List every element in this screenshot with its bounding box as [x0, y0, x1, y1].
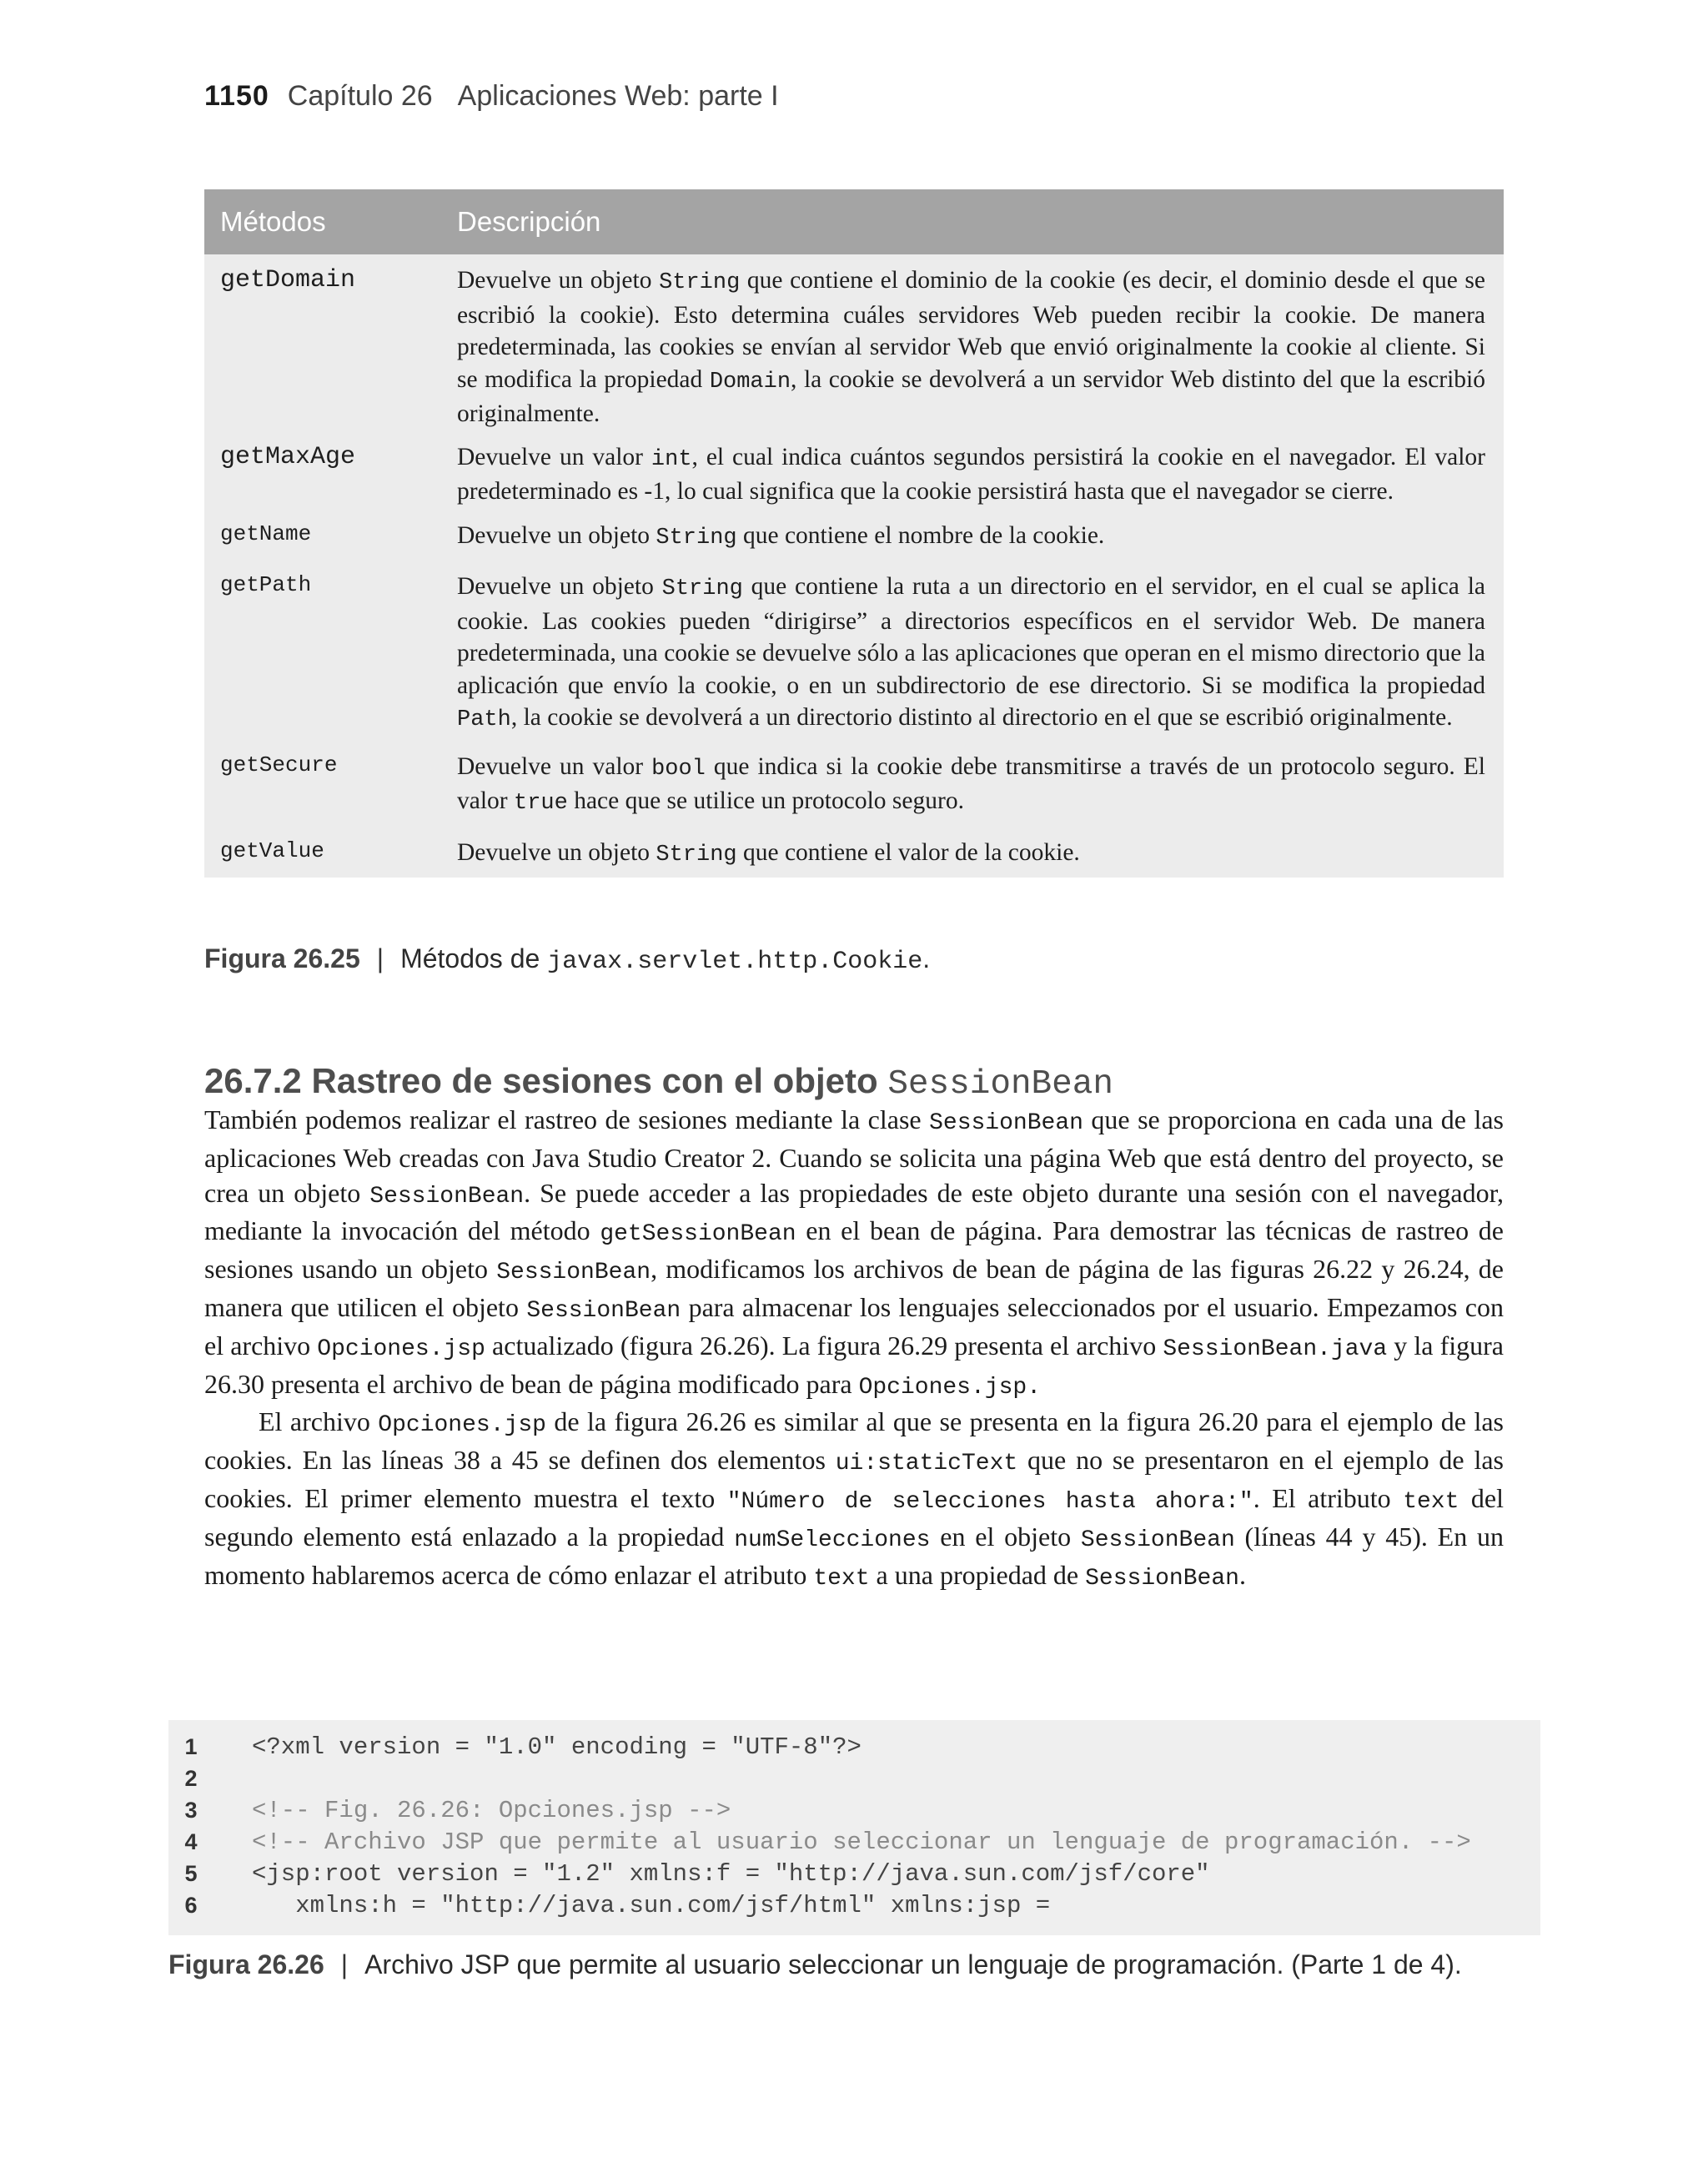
caption-text: Métodos de [400, 943, 548, 973]
column-header-methods: Métodos [220, 206, 326, 237]
inline-code: "Número de selecciones hasta ahora:" [726, 1488, 1253, 1515]
figure-caption-26-25 [204, 943, 930, 976]
text-run: del segundo elemento está enlazado a la propiedad [204, 1482, 1505, 1552]
inline-code: SessionBean.java [1163, 1335, 1388, 1362]
inline-code: Path [457, 707, 511, 732]
inline-code: Opciones.jsp [317, 1335, 485, 1362]
text-run: que contiene el nombre de la cookie. [736, 521, 1105, 549]
method-description [457, 751, 1504, 820]
code-comment: <!-- Archivo JSP que permite al usuario seleccionar un lenguaje de programación. --> [252, 1828, 1471, 1856]
inline-code: text [1403, 1488, 1459, 1515]
text-run: Devuelve un objeto [457, 838, 656, 866]
text-run: El archivo [259, 1406, 379, 1437]
caption-text: Archivo JSP que permite al usuario seleccionar un lenguaje de programación. (Parte 1 de 4). [364, 1949, 1462, 1979]
text-run: . Se puede acceder a las propiedades de este objeto durante una sesión con el navegador, mediante la invocación del método [204, 1177, 1504, 1246]
table-body [204, 254, 1504, 878]
caption-separator: | [376, 943, 384, 973]
caption-code: javax.servlet.http.Cookie [547, 948, 923, 976]
code-comment: <!-- Fig. 26.26: Opciones.jsp --> [252, 1796, 731, 1824]
text-run: . El atributo [1253, 1482, 1404, 1513]
text-run: , el cual indica cuántos segundos persistirá la cookie en el navegador. El valor predeterminado es -1, lo cual significa que la cookie persistirá hasta que el navegador se cierre. [457, 443, 1485, 505]
inline-code: SessionBean [496, 1260, 651, 1286]
running-header [204, 80, 779, 113]
code-line [168, 1731, 862, 1763]
text-run: en el bean de página. Para demostrar las técnicas de rastreo de sesiones usando un objeto [204, 1215, 1505, 1285]
inline-code: String [661, 576, 743, 601]
code-line [168, 1858, 1210, 1889]
paragraph [204, 1103, 1504, 1405]
inline-code: Domain [709, 369, 791, 395]
text-run: , la cookie se devolverá a un directorio distinto al directorio en el que se escribió originalmente. [510, 704, 1453, 731]
inline-code: int [651, 446, 692, 472]
table-row [204, 751, 1504, 820]
method-description [457, 520, 1504, 555]
text-run: Devuelve un objeto [457, 573, 662, 600]
text-run: que no se presentaron en el ejemplo de las cookies. El primer elemento muestra el texto [204, 1445, 1505, 1513]
inline-code: getSessionBean [600, 1221, 796, 1248]
method-name: getName [220, 521, 312, 546]
text-run: Devuelve un objeto [457, 267, 660, 294]
text-run: de la figura 26.26 es similar al que se presenta en la figura 26.20 para el ejemplo de las cookies. En las líneas 38 a 45 se definen dos elementos [204, 1406, 1505, 1476]
text-run: Devuelve un valor [457, 443, 651, 470]
figure-label: Figura 26.25 [204, 943, 360, 973]
caption-separator: | [340, 1949, 349, 1979]
section-title-code: SessionBean [887, 1065, 1113, 1104]
method-name: getSecure [220, 752, 338, 777]
code-text: <?xml version = "1.0" encoding = "UTF-8"?> [252, 1733, 862, 1761]
inline-code: true [514, 791, 568, 816]
method-name: getValue [220, 837, 324, 863]
text-run: en el objeto [930, 1521, 1081, 1552]
text-run: Devuelve un valor [457, 752, 652, 780]
line-number: 5 [184, 1860, 198, 1886]
text-run: actualizado (figura 26.26). La figura 26.29 presenta el archivo [485, 1330, 1163, 1361]
text-run: que contiene la ruta a un directorio en el servidor, en el cual se aplica la cookie. Las cookies pueden “dirigirse” a directorios específicos en el servidor Web. De manera predeterminada, una cookie se devuelve sólo a las aplicaciones que operan en el mismo directorio que la aplicación que envío la cookie, o en un subdirectorio de ese directorio. Si se modifica la propiedad [457, 573, 1485, 699]
table-row [204, 520, 1504, 555]
paragraph [204, 1405, 1504, 1596]
inline-code: text [813, 1565, 870, 1592]
line-number: 6 [184, 1892, 198, 1918]
page-number: 1150 [204, 80, 269, 112]
inline-code: bool [651, 756, 706, 782]
caption-end: . [922, 943, 931, 973]
table-row [204, 571, 1504, 737]
code-line [168, 1794, 731, 1826]
chapter-label: Capítulo 26 [287, 80, 433, 112]
section-title-text: Rastreo de sesiones con el objeto [311, 1061, 878, 1100]
code-text: xmlns:h = "http://java.sun.com/jsf/html" xmlns:jsp = [252, 1891, 1051, 1919]
code-line [168, 1763, 252, 1794]
inline-code: String [656, 842, 737, 868]
text-run: , modificamos los archivos de bean de página de las figuras 26.22 y 26.24, de manera que utilicen el objeto [204, 1254, 1505, 1322]
text-run: Devuelve un objeto [457, 521, 656, 549]
table-row [204, 837, 1504, 872]
cookie-methods-table [204, 189, 1504, 878]
code-listing [168, 1720, 1540, 1935]
inline-code: SessionBean [929, 1110, 1083, 1136]
table-row [204, 441, 1504, 508]
line-number: 2 [184, 1765, 198, 1791]
text-run: También podemos realizar el rastreo de sesiones mediante la clase [204, 1104, 930, 1134]
method-name: getDomain [220, 266, 356, 294]
table-header [204, 189, 1504, 254]
table-row [204, 254, 1504, 430]
inline-code: String [656, 525, 737, 551]
method-description [457, 837, 1504, 872]
text-run: que indica si la cookie debe transmitirse a través de un protocolo seguro. El valor [457, 752, 1485, 814]
method-description [457, 571, 1504, 737]
method-description [457, 264, 1504, 430]
figure-caption-26-26 [168, 1949, 1462, 1980]
figure-label: Figura 26.26 [168, 1949, 324, 1979]
text-run: hace que se utilice un protocolo seguro. [567, 787, 964, 814]
line-number: 4 [184, 1828, 198, 1854]
code-line [168, 1826, 1471, 1858]
inline-code: ui:staticText [835, 1451, 1018, 1477]
inline-code: SessionBean [1085, 1565, 1239, 1592]
text-run: . [1238, 1559, 1246, 1590]
method-description [457, 441, 1504, 508]
column-header-description: Descripción [457, 206, 601, 237]
inline-code: String [659, 270, 741, 295]
inline-code: SessionBean [1080, 1527, 1235, 1553]
method-name: getPath [220, 572, 312, 597]
section-number: 26.7.2 [204, 1061, 302, 1100]
line-number: 3 [184, 1797, 198, 1823]
chapter-title: Aplicaciones Web: parte I [457, 80, 779, 112]
code-text: <jsp:root version = "1.2" xmlns:f = "http://java.sun.com/jsf/core" [252, 1859, 1210, 1888]
code-line [168, 1889, 1050, 1921]
inline-code: Opciones.jsp [378, 1412, 546, 1439]
inline-code: SessionBean [369, 1183, 525, 1210]
text-run: , la cookie se devolverá a un servidor Web distinto del que la escribió originalmente. [457, 365, 1486, 427]
text-run: para almacenar los lenguajes seleccionados por el usuario. Empezamos con el archivo [204, 1291, 1505, 1361]
text-run: a una propiedad de [869, 1559, 1086, 1590]
text-run: que contiene el valor de la cookie. [736, 838, 1080, 866]
method-name: getMaxAge [220, 442, 356, 471]
body-text [204, 1103, 1504, 1596]
text-run: y la figura 26.30 presenta el archivo de bean de página modificado para [204, 1330, 1505, 1399]
text-run: (líneas 44 y 45). En un momento hablaremos acerca de cómo enlazar el atributo [204, 1521, 1505, 1590]
inline-code: Opciones.jsp. [858, 1374, 1041, 1401]
text-run: que contiene el dominio de la cookie (es decir, el dominio desde el que se escribió la cookie). Esto determina cuáles servidores Web pueden recibir la cookie. De manera predeterminada, las cookies se envían al servidor Web que envió originalmente la cookie al cliente. Si se modifica la propiedad [457, 267, 1485, 393]
section-heading [204, 1061, 1113, 1104]
line-number: 1 [184, 1733, 198, 1759]
inline-code: numSelecciones [734, 1527, 931, 1553]
inline-code: SessionBean [526, 1297, 681, 1324]
text-run: que se proporciona en cada una de las aplicaciones Web creadas con Java Studio Creator 2. Cuando se solicita una página Web que está dentro del proyecto, se crea un objeto [204, 1104, 1505, 1208]
